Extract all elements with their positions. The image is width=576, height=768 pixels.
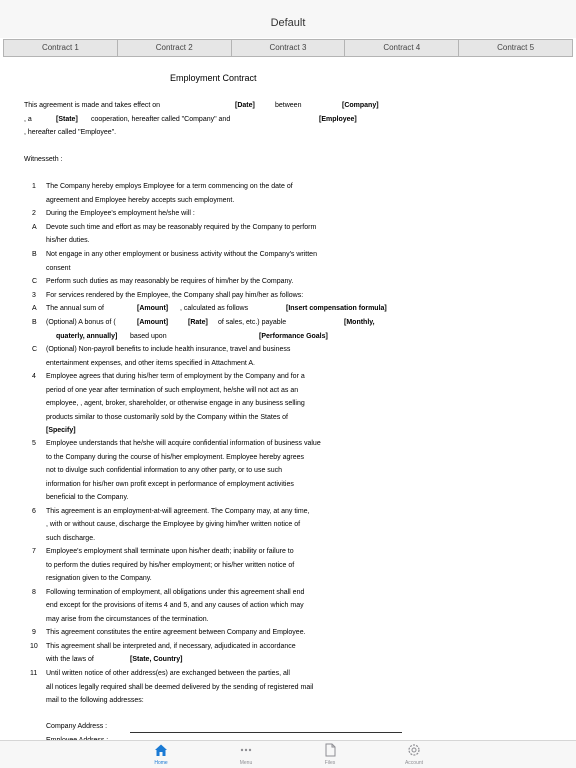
clause-number: 2 [32, 210, 36, 218]
clause-number: 11 [30, 670, 38, 677]
clause-text: agreement and Employee hereby accepts such employment. [46, 196, 235, 204]
clause-text: (Optional) Non-payroll benefits to include health insurance, travel and business [46, 346, 291, 353]
clause-text: his/her duties. [46, 237, 90, 245]
contract-segmented-control [3, 39, 573, 57]
segment-contract-1[interactable]: Contract 1 [4, 40, 118, 56]
clause-number: 1 [32, 183, 36, 190]
clause-text: (Optional) A bonus of ( [46, 319, 116, 326]
clause-number: 5 [32, 440, 36, 447]
tab-files[interactable] [300, 743, 360, 766]
clause-text: all notices legally required shall be deemed delivered by the sending of registered mail [46, 683, 314, 691]
clause-text: Employee's employment shall terminate upon his/her death; inability or failure to [46, 548, 294, 555]
clause-number: C [32, 278, 38, 286]
employee-placeholder[interactable]: [Employee] [319, 116, 357, 123]
intro-text: cooperation, hereafter called "Company" and [91, 116, 231, 123]
clause-number: B [32, 251, 37, 258]
clause-text: of sales, etc.) payable [218, 319, 287, 326]
clause-number: 6 [32, 507, 36, 515]
tab-label: Files [324, 760, 336, 766]
intro-text: This agreement is made and takes effect on [24, 102, 161, 109]
tab-label: Menu [239, 760, 253, 766]
clause-text: to the Company during the course of his/her employment. Employee hereby agrees [46, 453, 304, 461]
clause-text: Employee agrees that during his/her term of employment by the Company and for a [46, 373, 305, 380]
company-address-line[interactable] [130, 732, 402, 733]
clause-text: This agreement constitutes the entire agreement between Company and Employee. [46, 629, 306, 636]
tab-home[interactable] [131, 743, 191, 766]
clause-text: products similar to those customarily sold by the Company within the States of [46, 413, 288, 421]
home-icon [154, 743, 168, 757]
clause-text: Employee understands that he/she will acquire confidential information of business value [46, 440, 321, 447]
segment-contract-2[interactable]: Contract 2 [118, 40, 232, 56]
clause-text: may arise from the circumstances of the termination. [46, 615, 209, 623]
clause-text: to perform the duties required by his/her employment; or his/her written notice of [46, 561, 295, 569]
clause-text: Not engage in any other employment or business activity without the Company's written [46, 251, 317, 258]
clause-text: resignation given to the Company. [46, 575, 152, 582]
clause-text: entertainment expenses, and other items specified in Attachment A. [46, 359, 255, 367]
clause-number: 4 [32, 373, 36, 380]
clause-number: A [32, 223, 37, 231]
tab-account[interactable] [384, 743, 444, 766]
intro-text: , hereafter called "Employee". [24, 129, 117, 136]
more-icon [239, 743, 253, 757]
clause-text: , with or without cause, discharge the Employee by giving him/her written notice of [46, 521, 301, 528]
intro-text: , a [24, 116, 32, 123]
files-icon [323, 743, 337, 757]
clause-number: 7 [32, 548, 36, 555]
document-title: Employment Contract [170, 73, 257, 83]
clause-text: with the laws of [46, 656, 94, 663]
clause-text: such discharge. [46, 534, 96, 542]
clause-text: beneficial to the Company. [46, 494, 129, 501]
clause-number: 9 [32, 629, 36, 636]
payment-period-placeholder[interactable]: [Monthly, [344, 319, 375, 326]
company-placeholder[interactable]: [Company] [342, 102, 379, 109]
tab-label: Account [404, 760, 424, 766]
compensation-formula-placeholder[interactable]: [Insert compensation formula] [286, 305, 387, 312]
clause-text: not to divulge such confidential information to any other party, or to use such [46, 467, 283, 474]
rate-placeholder[interactable]: [Rate] [188, 319, 208, 326]
clause-text: period of one year after termination of such employment, he/she will not act as an [46, 386, 299, 394]
clause-number: A [32, 305, 37, 312]
clause-text: This agreement shall be interpreted and, if necessary, adjudicated in accordance [46, 642, 296, 650]
clause-number: 10 [30, 642, 38, 650]
state-country-placeholder[interactable]: [State, Country] [130, 656, 183, 663]
clause-text: employee, , agent, broker, shareholder, or otherwise engage in any business selling [46, 400, 305, 407]
clause-text: based upon [130, 333, 167, 340]
segment-contract-5[interactable]: Contract 5 [497, 43, 535, 52]
clause-text: consent [46, 264, 71, 272]
segment-contract-4[interactable]: Contract 4 [345, 40, 459, 56]
tab-bar [0, 740, 576, 768]
gear-icon [407, 743, 421, 757]
clause-text: During the Employee's employment he/she will : [46, 210, 195, 218]
clause-number: B [32, 319, 37, 326]
clause-text: Devote such time and effort as may be reasonably required by the Company to perform [46, 223, 317, 231]
tab-menu[interactable] [216, 743, 276, 766]
company-address-label: Company Address : [46, 723, 108, 730]
state-placeholder[interactable]: [State] [56, 116, 78, 123]
navigation-bar [0, 0, 576, 38]
clause-text: , calculated as follows [180, 305, 249, 312]
clause-text: Following termination of employment, all obligations under this agreement shall end [46, 588, 305, 596]
witnesseth-label: Witnesseth : [24, 156, 63, 163]
clause-text: Until written notice of other address(es) are exchanged between the parties, all [46, 670, 290, 677]
clause-number: C [32, 346, 38, 353]
intro-text: between [275, 102, 302, 109]
clause-text: This agreement is an employment-at-will agreement. The Company may, at any time, [46, 507, 310, 515]
date-placeholder[interactable]: [Date] [235, 102, 255, 109]
nav-title: Default [270, 17, 306, 29]
tab-label: Home [154, 760, 168, 766]
clause-text: mail to the following addresses: [46, 697, 144, 704]
clause-text: The Company hereby employs Employee for a term commencing on the date of [46, 183, 293, 190]
payment-period-placeholder-cont[interactable]: quaterly, annually] [56, 333, 118, 340]
contract-document[interactable] [0, 60, 576, 740]
clause-number: 8 [32, 588, 36, 596]
performance-goals-placeholder[interactable]: [Performance Goals] [259, 333, 328, 340]
amount-placeholder[interactable]: [Amount] [137, 305, 169, 312]
clause-number: 3 [32, 291, 36, 299]
clause-text: information for his/her own profit except in performance of employment activities [46, 480, 294, 488]
clause-text: The annual sum of [46, 305, 104, 312]
clause-text: For services rendered by the Employee, the Company shall pay him/her as follows: [46, 291, 304, 299]
clause-text: end except for the provisions of items 4 and 5, and any causes of action which may [46, 602, 304, 609]
clause-text: Perform such duties as may reasonably be requires of him/her by the Company. [46, 278, 294, 286]
bonus-amount-placeholder[interactable]: [Amount] [137, 319, 169, 326]
specify-placeholder[interactable]: [Specify] [46, 427, 76, 434]
segment-contract-3[interactable]: Contract 3 [232, 40, 346, 56]
